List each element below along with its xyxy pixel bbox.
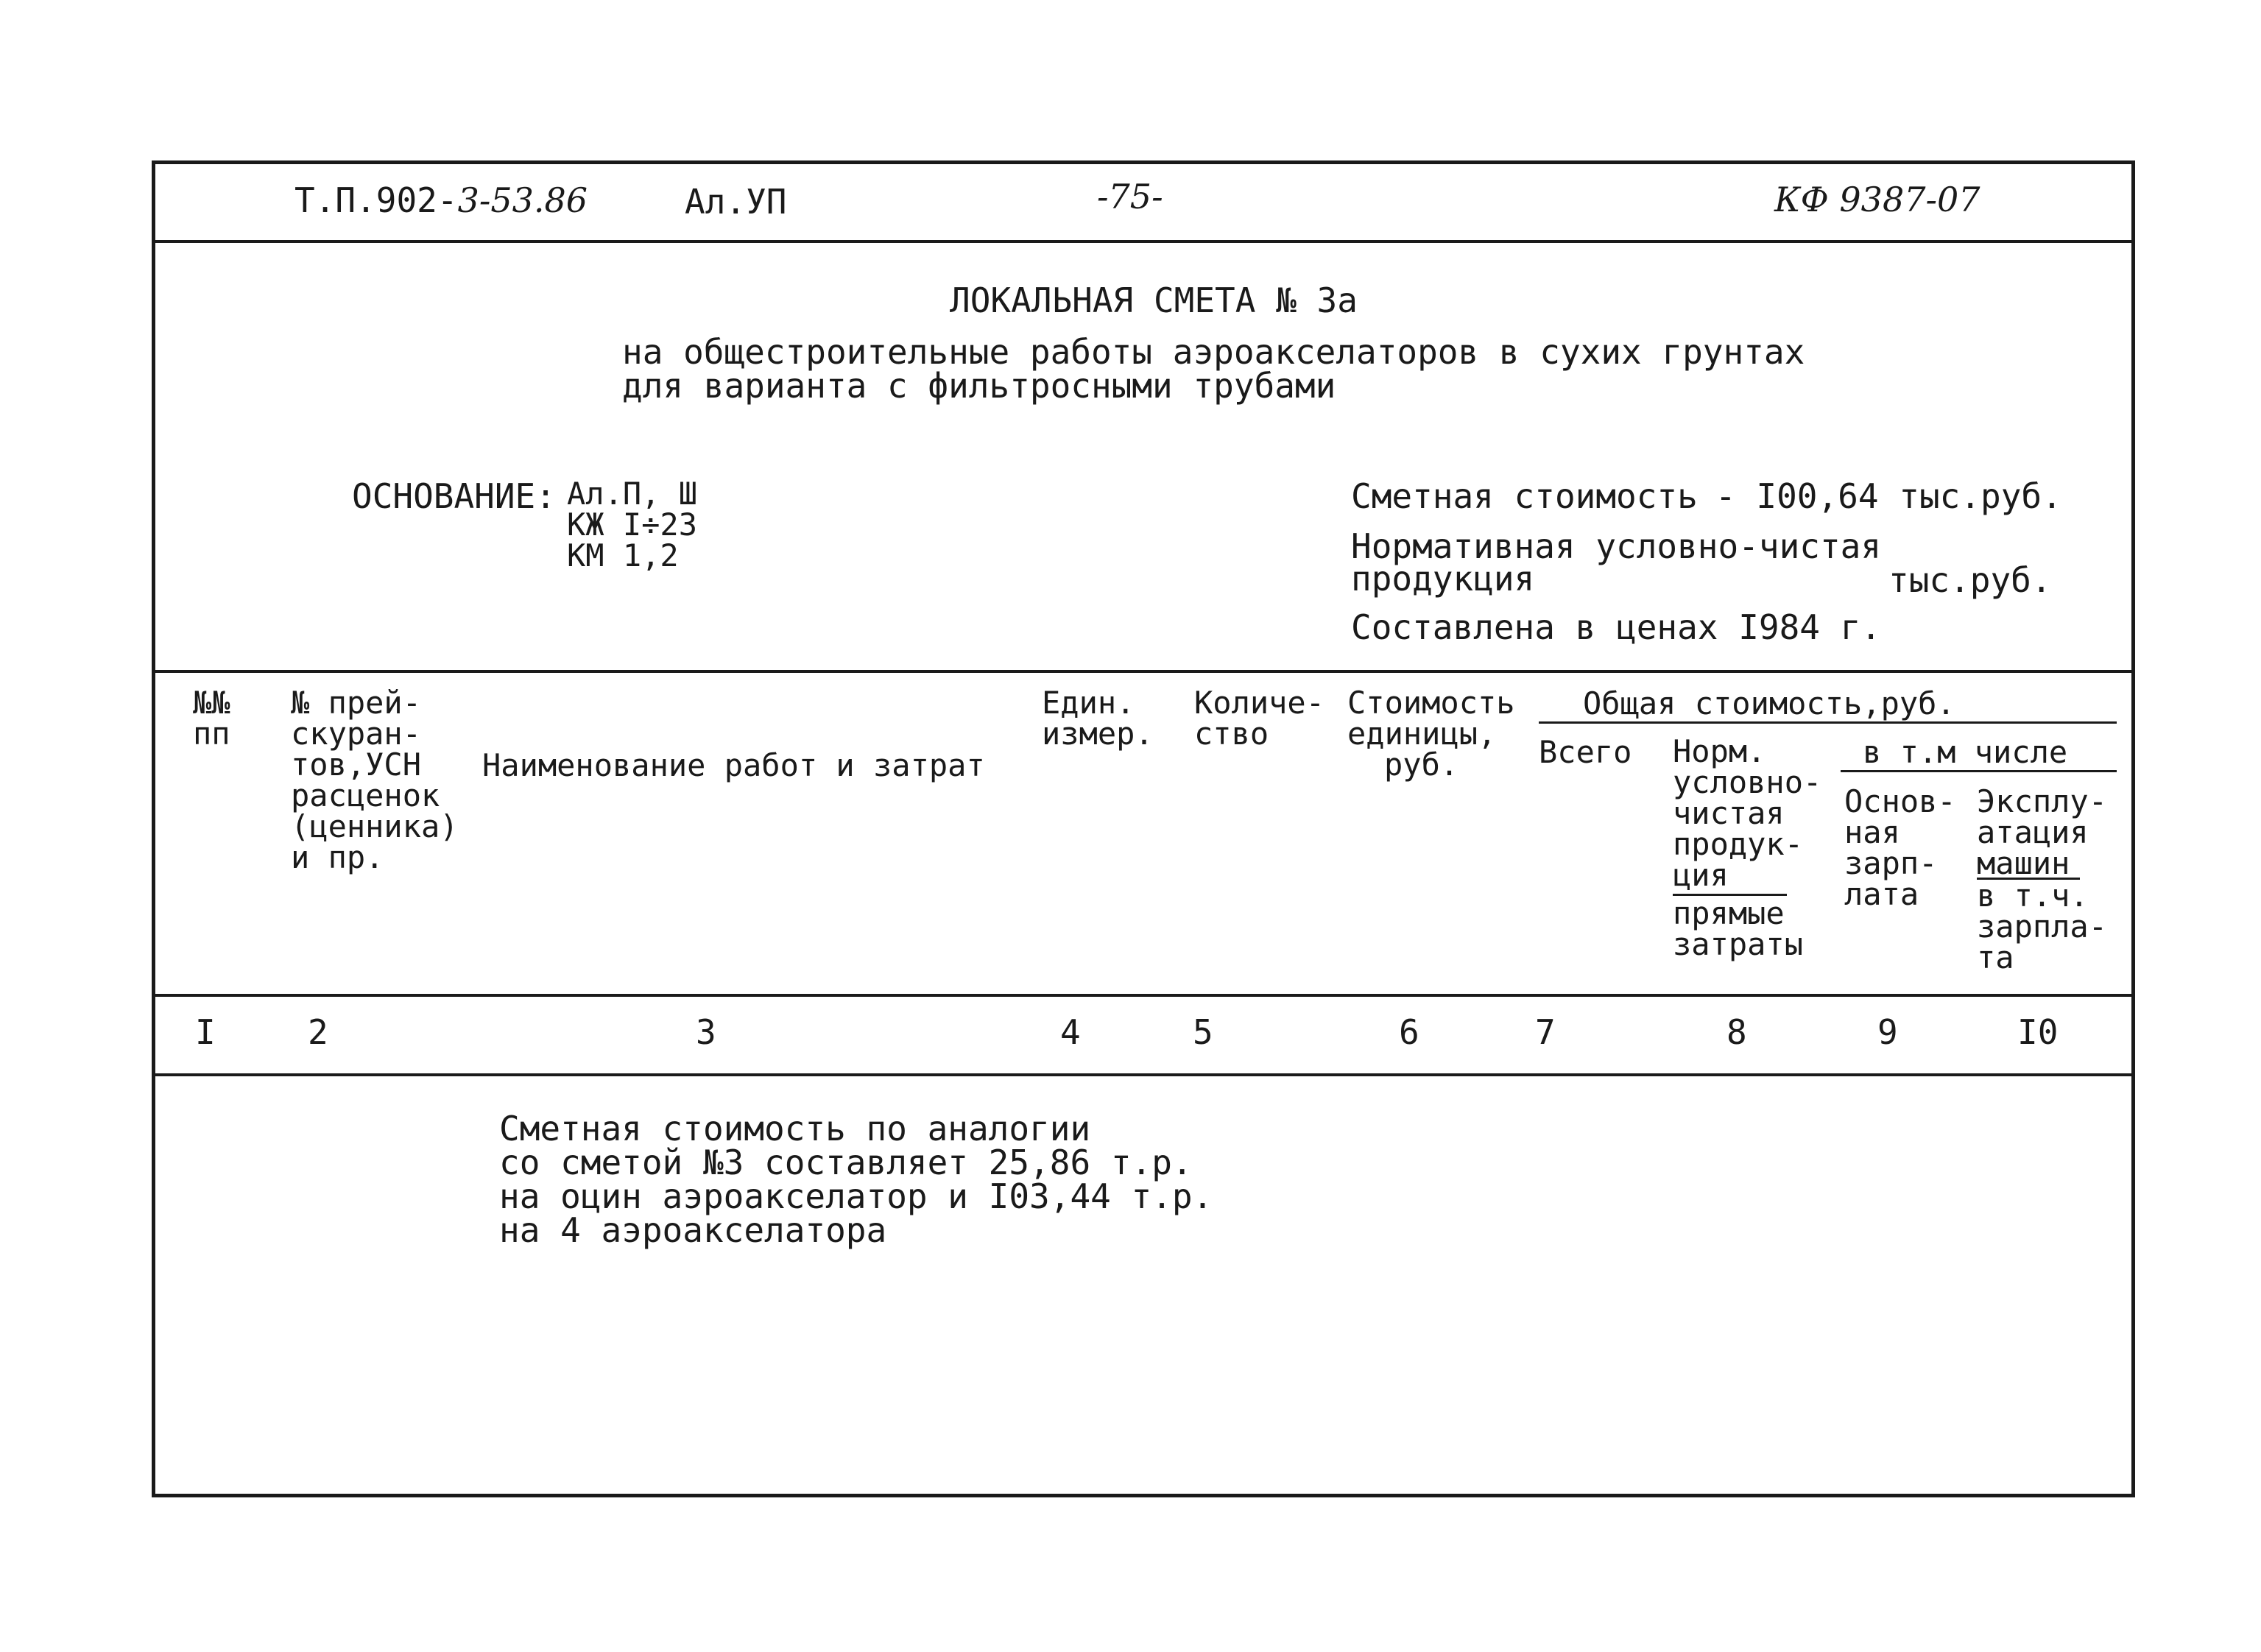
prices-year: Составлена в ценах I984 г. [1351, 607, 1882, 647]
col-index-6: 6 [1399, 1012, 1419, 1052]
col-work-name: Наименование работ и затрат [482, 747, 985, 783]
col-index-2: 2 [308, 1012, 328, 1052]
estimate-subtitle-line1: на общестроительные работы аэроакселаторов в сухих грунтах [622, 332, 1805, 372]
estimate-title: ЛОКАЛЬНАЯ СМЕТА № 3а [950, 280, 1358, 320]
analogy-note [499, 1109, 1213, 1250]
col-unit: Един. измер. [1042, 685, 1154, 752]
col-index-8: 8 [1726, 1012, 1747, 1052]
col-index-1: I [195, 1012, 216, 1052]
including-underline [1841, 770, 2117, 772]
col-index-9: 9 [1877, 1012, 1898, 1052]
basis-line: КЖ I÷23 [567, 506, 698, 543]
total-cost-underline [1539, 721, 2117, 724]
table-top-divider [153, 670, 2134, 673]
col-total-cost-group: Общая стоимость,руб. [1583, 685, 1955, 721]
col-machine-salary: в т.ч. зарпла- та [1977, 878, 2108, 975]
basis-line: Ал.П, Ш [567, 476, 698, 512]
col-quantity: Количе- ство [1194, 685, 1325, 752]
project-code: Т.П.902-3-53.86 [294, 180, 588, 220]
header-bottom-divider [153, 994, 2134, 997]
basis-label: ОСНОВАНИЕ: [352, 476, 556, 516]
col-normative-product: Норм. условно- чистая продук- ция [1673, 733, 1822, 893]
basis-documents [567, 476, 698, 573]
col-base-salary: Основ- ная зарп- лата [1844, 783, 1956, 912]
project-code-handwritten: 3-53.86 [457, 180, 588, 220]
album-code: Ал.УП [685, 182, 787, 222]
col-index-5: 5 [1193, 1012, 1213, 1052]
estimated-cost-label: Сметная стоимость [1351, 476, 1698, 516]
sheet-code: КФ 9387-07 [1774, 180, 1980, 219]
page-number: -75- [1097, 177, 1163, 216]
analogy-note-line: Сметная стоимость по аналогии [499, 1109, 1091, 1148]
col-including-group: в т.м числе [1863, 734, 2068, 770]
estimate-subtitle-line2: для варианта с фильтросными трубами [622, 366, 1336, 406]
basis-line: КМ 1,2 [567, 537, 679, 573]
npc-label-2: продукция [1351, 559, 1535, 599]
analogy-note-line: на 4 аэроакселатора [499, 1210, 887, 1250]
col-machine-operation: Эксплу- атация машин [1977, 783, 2108, 881]
col-number: №№ пп [193, 685, 230, 752]
col-index-7: 7 [1535, 1012, 1556, 1052]
col-index-3: 3 [696, 1012, 716, 1052]
col-price-list: № прей- скуран- тов,УСН расценок (ценника) и пр. [291, 685, 459, 875]
col-direct-costs: прямые затраты [1673, 895, 1804, 962]
col-unit-cost: Стоимость единицы, руб. [1347, 685, 1515, 783]
npc-unit: тыс.руб. [1888, 560, 2052, 600]
analogy-note-line: на оцин аэроакселатор и I03,44 т.р. [499, 1176, 1213, 1216]
estimated-cost-value: - I00,64 тыс.руб. [1715, 476, 2062, 516]
header-divider [153, 240, 2134, 243]
npc-label-1: Нормативная условно-чистая [1351, 526, 1882, 566]
col-index-4: 4 [1060, 1012, 1081, 1052]
analogy-note-line: со сметой №3 составляет 25,86 т.р. [499, 1143, 1193, 1182]
col-index-10: I0 [2017, 1012, 2059, 1052]
col-total: Всего [1539, 734, 1632, 770]
numbers-bottom-divider [153, 1073, 2134, 1076]
